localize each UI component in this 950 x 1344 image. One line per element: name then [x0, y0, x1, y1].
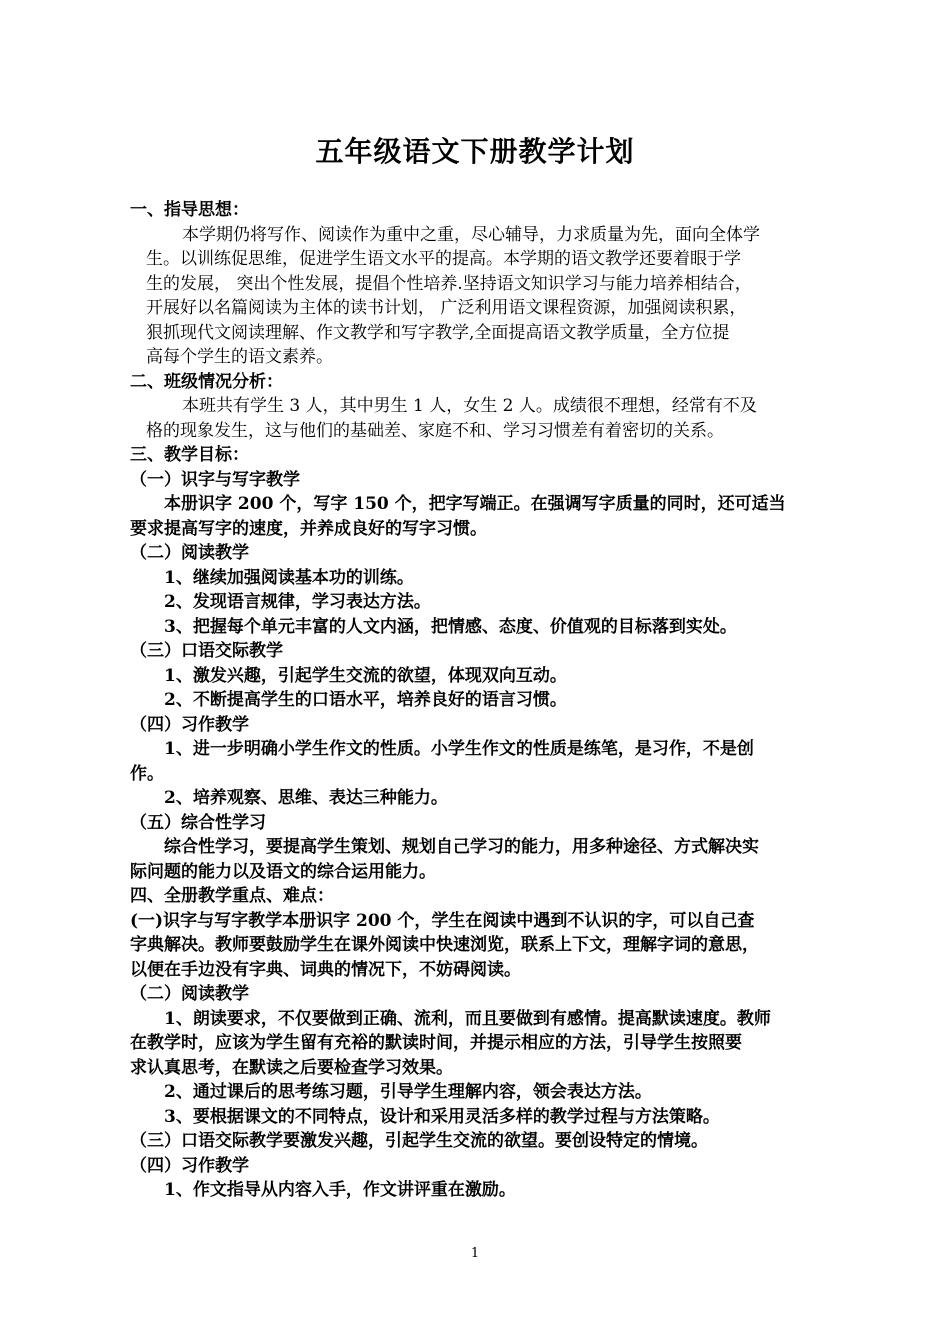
- text-line: 1、继续加强阅读基本功的训练。: [164, 567, 414, 588]
- text-line: 以便在手边没有字典、词典的情况下，不妨碍阅读。: [130, 959, 521, 980]
- text-line: 1、作文指导从内容入手，作文讲评重在激励。: [164, 1180, 516, 1200]
- text-line: 一、指导思想：: [130, 200, 249, 220]
- text-line: 四、全册教学重点、难点：: [130, 886, 334, 906]
- text-line: （三）口语交际教学: [130, 641, 283, 661]
- text-line: 际问题的能力以及语文的综合运用能力。: [130, 861, 436, 882]
- text-line: 要求提高写字的速度，并养成良好的写字习惯。: [130, 518, 487, 539]
- document-title: 五年级语文下册教学计划: [315, 135, 635, 168]
- text-line: 2、通过课后的思考练习题，引导学生理解内容，领会表达方法。: [164, 1082, 652, 1102]
- text-line: 字典解决。教师要鼓励学生在课外阅读中快速浏览，联系上下文，理解字词的意思，: [130, 935, 759, 955]
- text-line: （二）阅读教学: [130, 984, 249, 1004]
- text-line: 1、进一步明确小学生作文的性质。小学生作文的性质是练笔，是习作，不是创: [164, 739, 754, 759]
- text-line: 本册识字 200 个，写字 150 个，把字写端正。在强调写字质量的同时，还可适当: [164, 494, 786, 514]
- text-line: 开展好以名篇阅读为主体的读书计划， 广泛利用语文课程资源，加强阅读积累，: [146, 298, 747, 318]
- document-body: [130, 198, 820, 1203]
- text-line: 高每个学生的语文素养。: [146, 347, 333, 367]
- text-line: 1、激发兴趣，引起学生交流的欲望，体现双向互动。: [164, 665, 567, 686]
- text-line: 生的发展， 突出个性发展，提倡个性培养.坚持语文知识学习与能力培养相结合，: [146, 273, 752, 294]
- text-line: 作。: [130, 763, 164, 784]
- text-line: （一）识字与写字教学: [130, 469, 300, 490]
- text-line: 狠抓现代文阅读理解、作文教学和写字教学,全面提高语文教学质量，全方位提: [146, 322, 730, 343]
- text-line: （五）综合性学习: [130, 812, 266, 833]
- text-line: 3、把握每个单元丰富的人文内涵，把情感、态度、价值观的目标落到实处。: [164, 616, 737, 637]
- text-line: 2、培养观察、思维、表达三种能力。: [164, 788, 448, 808]
- text-line: 在教学时，应该为学生留有充裕的默读时间，并提示相应的方法，引导学生按照要: [130, 1033, 742, 1053]
- text-line: （三）口语交际教学要激发兴趣，引起学生交流的欲望。要创设特定的情境。: [130, 1131, 708, 1151]
- text-line: 本学期仍将写作、阅读作为重中之重，尽心辅导，力求质量为先，面向全体学: [182, 224, 760, 245]
- page-number: 1: [470, 1246, 480, 1261]
- text-line: 求认真思考，在默读之后要检查学习效果。: [130, 1057, 453, 1078]
- text-line: 生。以训练促思维，促进学生语文水平的提高。本学期的语文教学还要着眼于学: [146, 249, 741, 269]
- text-line: （二）阅读教学: [130, 543, 249, 563]
- text-line: (一)识字与写字教学本册识字 200 个，学生在阅读中遇到不认识的字，可以自己查: [130, 910, 755, 931]
- text-line: 1、朗读要求，不仅要做到正确、流利，而且要做到有感情。提高默读速度。教师: [164, 1008, 771, 1029]
- text-line: 2、不断提高学生的口语水平，培养良好的语言习惯。: [164, 690, 567, 710]
- text-line: 格的现象发生，这与他们的基础差、家庭不和、学习习惯差有着密切的关系。: [146, 420, 724, 441]
- text-line: 三、教学目标：: [130, 445, 249, 465]
- text-line: 2、发现语言规律，学习表达方法。: [164, 592, 431, 612]
- text-line: 综合性学习，要提高学生策划、规划自己学习的能力，用多种途径、方式解决实: [164, 837, 759, 857]
- text-line: 二、班级情况分析：: [130, 371, 283, 392]
- text-line: 本班共有学生 3 人，其中男生 1 人，女生 2 人。成绩很不理想，经常有不及: [182, 396, 757, 416]
- text-line: （四）习作教学: [130, 1155, 249, 1176]
- text-line: （四）习作教学: [130, 714, 249, 735]
- text-line: 3、要根据课文的不同特点，设计和采用灵活多样的教学过程与方法策略。: [164, 1106, 720, 1127]
